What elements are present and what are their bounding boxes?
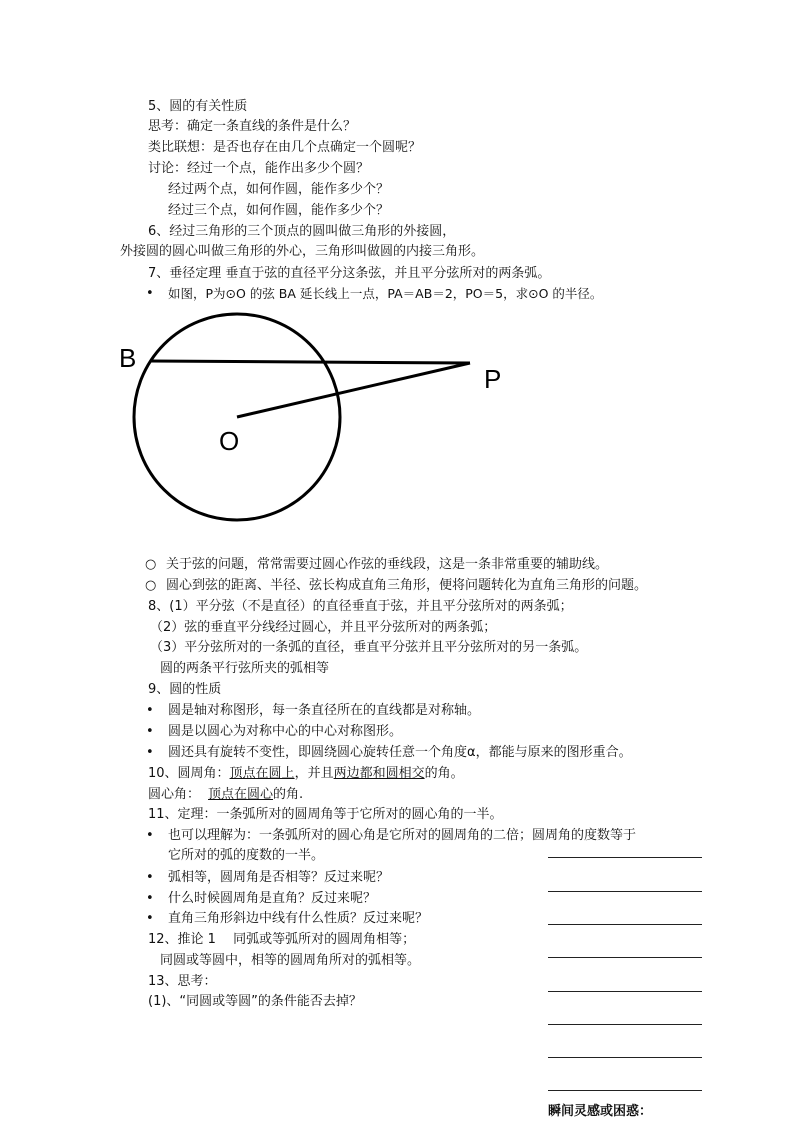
label-o: O bbox=[219, 426, 240, 456]
section-11-item-1b: 它所对的弧的度数的一半。 bbox=[168, 848, 325, 863]
discuss-line: 讨论：经过一个点，能作出多少个圆？ bbox=[148, 161, 370, 176]
section-9-title: 9、圆的性质 bbox=[148, 682, 222, 697]
two-points-line: 经过两个点，如何作圆，能作多少个？ bbox=[168, 182, 390, 197]
example-problem: 如图，P为⊙O 的弦 BA 延长线上一点，PA＝AB＝2，PO＝5，求⊙O 的半径。 bbox=[168, 286, 603, 301]
note-1: 关于弦的问题，常常需要过圆心作弦的垂线段，这是一条非常重要的辅助线。 bbox=[166, 557, 609, 572]
margin-rule bbox=[548, 1057, 702, 1058]
bullet-icon: • bbox=[146, 828, 154, 843]
note-2: 圆心到弦的距离、半径、弦长构成直角三角形，便将问题转化为直角三角形的问题。 bbox=[166, 578, 648, 593]
section-8-item-1: 8、(1）平分弦（不是直径）的直径垂直于弦，并且平分弦所对的两条弧； bbox=[148, 599, 573, 614]
section-8-item-2: （2）弦的垂直平分线经过圆心，并且平分弦所对的两条弧； bbox=[150, 620, 497, 635]
margin-rule bbox=[548, 891, 702, 892]
circle-bullet-icon: ○ bbox=[145, 557, 157, 572]
section-9-item-3: 圆还具有旋转不变性，即圆绕圆心旋转任意一个角度α，都能与原来的图形重合。 bbox=[168, 745, 632, 760]
label-p: P bbox=[484, 364, 502, 394]
section-5-title: 5、圆的有关性质 bbox=[148, 99, 248, 114]
margin-rule bbox=[548, 924, 702, 925]
bullet-icon: • bbox=[146, 703, 154, 718]
section-11-item-4: 直角三角形斜边中线有什么性质？反过来呢？ bbox=[168, 911, 429, 926]
bullet-icon: • bbox=[146, 286, 154, 301]
analogy-line: 类比联想：是否也存在由几个点确定一个圆呢？ bbox=[148, 140, 422, 155]
section-6-line-a: 6、经过三角形的三个顶点的圆叫做三角形的外接圆， bbox=[148, 224, 456, 239]
section-11-item-1a: 也可以理解为：一条弧所对的圆心角是它所对的圆周角的二倍；圆周角的度数等于 bbox=[168, 828, 637, 843]
bullet-icon: • bbox=[146, 745, 154, 760]
section-10-central-angle: 圆心角： 顶点在圆心的角. bbox=[148, 787, 304, 802]
section-9-item-1: 圆是轴对称图形，每一条直径所在的直线都是对称轴。 bbox=[168, 703, 481, 718]
section-6-line-b: 外接圆的圆心叫做三角形的外心，三角形叫做圆的内接三角形。 bbox=[120, 244, 485, 259]
margin-rule bbox=[548, 1024, 702, 1025]
section-11-item-2: 弧相等，圆周角是否相等？反过来呢？ bbox=[168, 870, 390, 885]
bullet-icon: • bbox=[146, 870, 154, 885]
section-11-item-3: 什么时候圆周角是直角？反过来呢？ bbox=[168, 891, 377, 906]
three-points-line: 经过三个点，如何作圆，能作多少个？ bbox=[168, 203, 390, 218]
circle-bullet-icon: ○ bbox=[145, 578, 157, 593]
margin-rule bbox=[548, 1090, 702, 1091]
section-12-line-b: 同圆或等圆中，相等的圆周角所对的弧相等。 bbox=[160, 953, 421, 968]
section-13-question-1: (1)、“同圆或等圆”的条件能否去掉？ bbox=[148, 994, 362, 1009]
section-9-item-2: 圆是以圆心为对称中心的中心对称图形。 bbox=[168, 724, 403, 739]
bullet-icon: • bbox=[146, 891, 154, 906]
section-8-item-3: （3）平分弦所对的一条弧的直径，垂直平分弦并且平分弦所对的另一条弧。 bbox=[150, 640, 588, 655]
segment-op bbox=[237, 363, 470, 417]
section-7-theorem: 7、垂径定理 垂直于弦的直径平分这条弦，并且平分弦所对的两条弧。 bbox=[148, 266, 551, 281]
section-12-line-a: 12、推论 1 同弧或等弧所对的圆周角相等； bbox=[148, 932, 416, 947]
section-10-inscribed-angle: 10、圆周角：顶点在圆上，并且两边都和圆相交的角。 bbox=[148, 766, 464, 781]
circle-figure bbox=[100, 300, 520, 535]
section-8-item-4: 圆的两条平行弦所夹的弧相等 bbox=[160, 661, 330, 676]
secant-line-bp bbox=[150, 361, 470, 363]
margin-rule bbox=[548, 857, 702, 858]
side-note-label: 瞬间灵感或困惑： bbox=[548, 1104, 653, 1119]
margin-rule bbox=[548, 991, 702, 992]
bullet-icon: • bbox=[146, 911, 154, 926]
section-13-title: 13、思考： bbox=[148, 974, 217, 989]
section-11-theorem: 11、定理：一条弧所对的圆周角等于它所对的圆心角的一半。 bbox=[148, 807, 503, 822]
bullet-icon: • bbox=[146, 724, 154, 739]
label-b: B bbox=[119, 343, 137, 373]
think-line: 思考：确定一条直线的条件是什么？ bbox=[148, 119, 357, 134]
margin-rule bbox=[548, 957, 702, 958]
